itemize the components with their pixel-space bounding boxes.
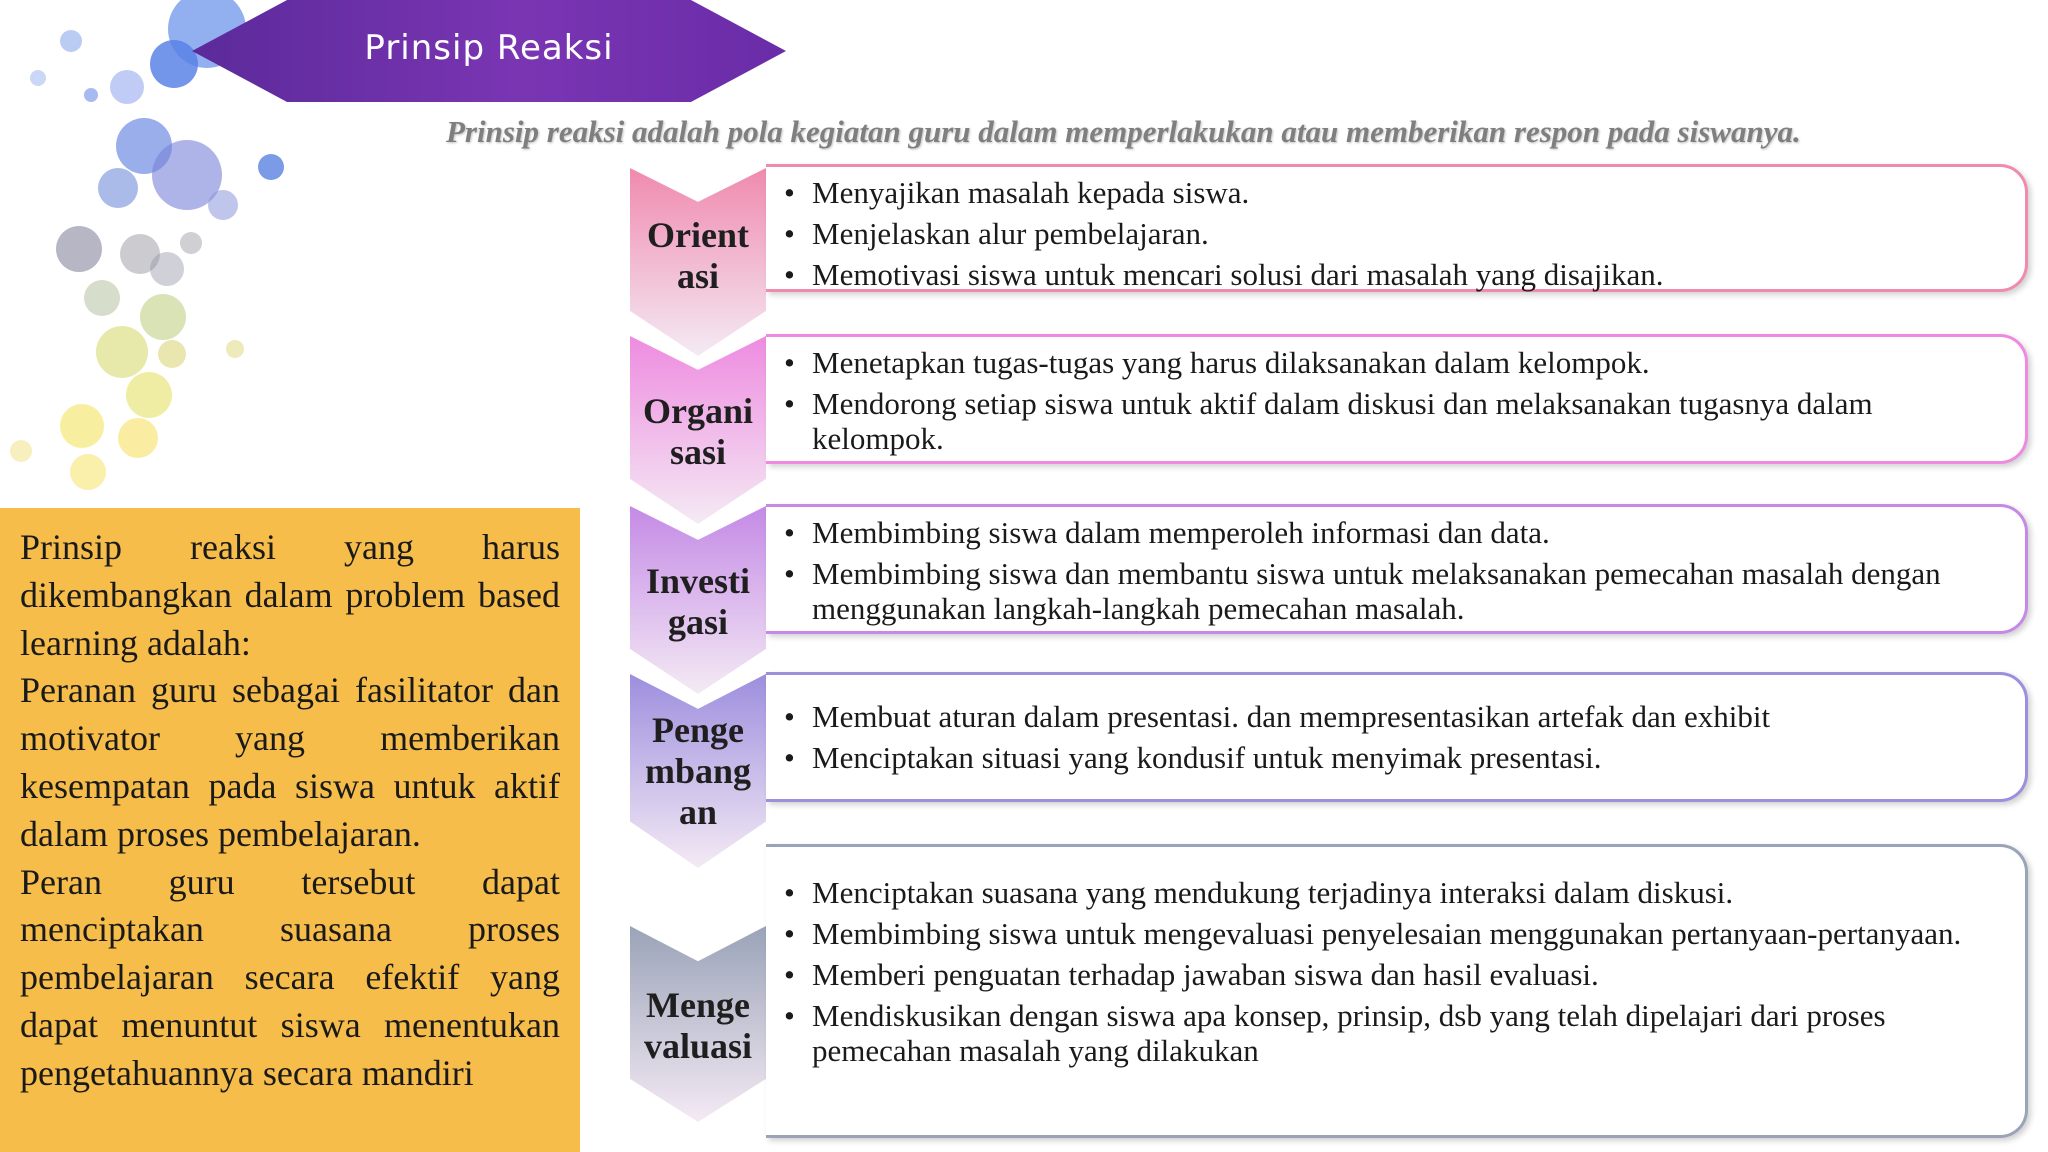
list-item: • Menetapkan tugas-tugas yang harus dilaksanakan dalam kelompok. [784,345,1650,380]
bullet-icon: • [784,345,795,380]
stage-label-pengembangan: Penge mbang an [644,709,752,832]
slide-title: Prinsip Reaksi [364,28,614,68]
bullet-icon: • [784,699,795,734]
stage-label-organisasi: Organi sasi [642,391,753,472]
stage-box-investigasi [766,504,2028,634]
list-item: • Memotivasi siswa untuk mencari solusi dari masalah yang disajikan. [784,257,1664,292]
bullet-icon: • [784,916,795,951]
stage-box-orientasi [766,164,2028,292]
list-item: • Menyajikan masalah kepada siswa. [784,175,1250,210]
bullet-icon: • [784,556,795,591]
list-item: • Membimbing siswa dalam memperoleh informasi dan data. [784,515,1550,550]
list-item: • Membuat aturan dalam presentasi. dan mempresentasikan artefak dan exhibit [784,699,1771,734]
slide-subtitle: Prinsip reaksi adalah pola kegiatan guru dalam memperlakukan atau memberikan respon pada siswanya. [446,114,1801,149]
summary-paragraph: Peran guru tersebut dapat menciptakan suasana proses pembelajaran secara efektif yang dapat menuntut siswa menentukan pengetahuannya secara mandiri [20,861,560,1093]
list-item: • Mendiskusikan dengan siswa apa konsep, prinsip, dsb yang telah dipelajari dari proses pemecahan masalah yang dilakukan [784,998,1886,1068]
bullet-icon: • [784,175,795,210]
list-item: • Mendorong setiap siswa untuk aktif dalam diskusi dan melaksanakan tugasnya dalam kelompok. [784,386,1873,456]
list-item: • Menciptakan situasi yang kondusif untuk menyimak presentasi. [784,740,1602,775]
bullet-icon: • [784,257,795,292]
list-item: • Membimbing siswa untuk mengevaluasi penyelesaian menggunakan pertanyaan-pertanyaan. [784,916,1962,951]
stage-label-investigasi: Investi gasi [645,561,750,642]
bullet-icon: • [784,957,795,992]
bullet-icon: • [784,515,795,550]
summary-paragraph: Peranan guru sebagai fasilitator dan motivator yang memberikan kesempatan pada siswa untuk aktif dalam proses pembelajaran. [20,670,560,854]
bullet-icon: • [784,216,795,251]
bullet-icon: • [784,875,795,910]
list-item: • Menjelaskan alur pembelajaran. [784,216,1209,251]
stage-box-organisasi [766,334,2028,464]
stage-label-mengevaluasi: Menge valuasi [643,985,753,1066]
list-item: • Menciptakan suasana yang mendukung terjadinya interaksi dalam diskusi. [784,875,1734,910]
bullet-icon: • [784,740,795,775]
summary-box [0,508,580,1152]
bullet-icon: • [784,998,795,1033]
stage-box-mengevaluasi [766,844,2028,1138]
stage-label-orientasi: Orient asi [647,215,749,296]
summary-paragraph: Prinsip reaksi yang harus dikembangkan dalam problem based learning adalah: [20,527,560,663]
bullet-icon: • [784,386,795,421]
stage-box-pengembangan [766,672,2028,802]
list-item: • Membimbing siswa dan membantu siswa untuk melaksanakan pemecahan masalah dengan menggunakan langkah-langkah pemecahan masalah. [784,556,1941,626]
list-item: • Memberi penguatan terhadap jawaban siswa dan hasil evaluasi. [784,957,1599,992]
